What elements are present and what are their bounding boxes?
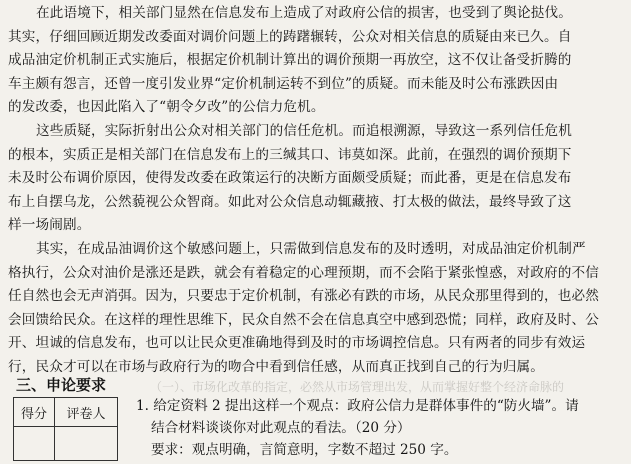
question-requirement: 要求：观点明确，言简意明，字数不超过 250 字。 [151, 442, 458, 458]
question-text: 1. 给定资料 2 提出这样一个观点：政府公信力是群体事件的“防火墙”。请 [136, 398, 579, 414]
grader-cell[interactable] [55, 427, 118, 461]
text-line: 其实，在成品油调价这个敏感问题上，只需做到信息发布的及时透明，对成品油定价机制严 [36, 241, 586, 257]
score-header: 得分 [14, 398, 55, 427]
section-heading: 三、申论要求 [16, 376, 107, 394]
text-line: 其实，仔细回顾近期发改委面对调价问题上的踌躇辗转，公众对相关信息的质疑由来已久。自 [8, 28, 572, 45]
paragraph-3 [8, 238, 624, 379]
bleed-through-text: （一）、市场化改革的指定，必然从市场管理出发，从而掌握好整个经济命脉的 [150, 380, 565, 394]
text-line: 格执行，公众对油价是涨还是跌，就会有着稳定的心理预期，而不会陷于紧张惶惑，对政府的不信 [8, 264, 599, 281]
question-block [136, 395, 624, 461]
grader-header: 评卷人 [55, 398, 118, 427]
text-line: 开、坦诚的信息发布，也可以让民众更准确地得到及时的市场调控信息。只有两者的同步有效运 [8, 335, 586, 351]
text-line: 样一场闹剧。 [8, 217, 91, 233]
score-table [13, 397, 118, 461]
text-line: 布上自摆乌龙，公然藐视公众智商。如此对公众信息动辄藏掖、打太极的做法，最终导致了这 [8, 193, 572, 210]
text-line: 行，民众才可以在市场与政府行为的吻合中看到信任感，从而真正找到自己的行为归属。 [8, 358, 545, 375]
text-line: 这些质疑，实际折射出公众对相关部门的信任危机。而追根溯源，导致这一系列信任危机 [36, 123, 573, 139]
text-line: 在此语境下，相关部门显然在信息发布上造成了对政府公信的损害，也受到了舆论挞伐。 [36, 5, 573, 21]
text-line: 会回馈给民众。在这样的理性思维下，民众自然不会在信息真空中感到恐慌；同样，政府及时、公 [8, 311, 599, 328]
text-line: 的根本，实质正是相关部门在信息发布上的三缄其口、讳莫如深。此前，在强烈的调价预期下 [8, 146, 572, 163]
text-line: 成品油定价机制正式实施后，根据定价机制计算出的调价预期一再放空，这不仅让备受折腾的 [8, 52, 572, 68]
text-line: 的发改委，也因此陷入了“朝令夕改”的公信力危机。 [8, 99, 325, 115]
question-text: 结合材料谈谈你对此观点的看法。（20 分） [151, 420, 411, 436]
score-cell[interactable] [14, 427, 55, 461]
text-line: 未及时公布调价原因，使得发改委在政策运行的决断方面颇受质疑；而此番，更是在信息发布 [8, 170, 572, 186]
paragraph-2 [8, 120, 624, 238]
paragraph-1 [8, 2, 624, 120]
text-line: 任自然也会无声消弭。因为，只要忠于定价机制，有涨必有跌的市场，从民众那里得到的，也必然 [8, 288, 599, 304]
text-line: 车主颇有怨言，还曾一度引发业界“定价机制运转不到位”的质疑。而未能及时公布涨跌因由 [8, 75, 559, 92]
